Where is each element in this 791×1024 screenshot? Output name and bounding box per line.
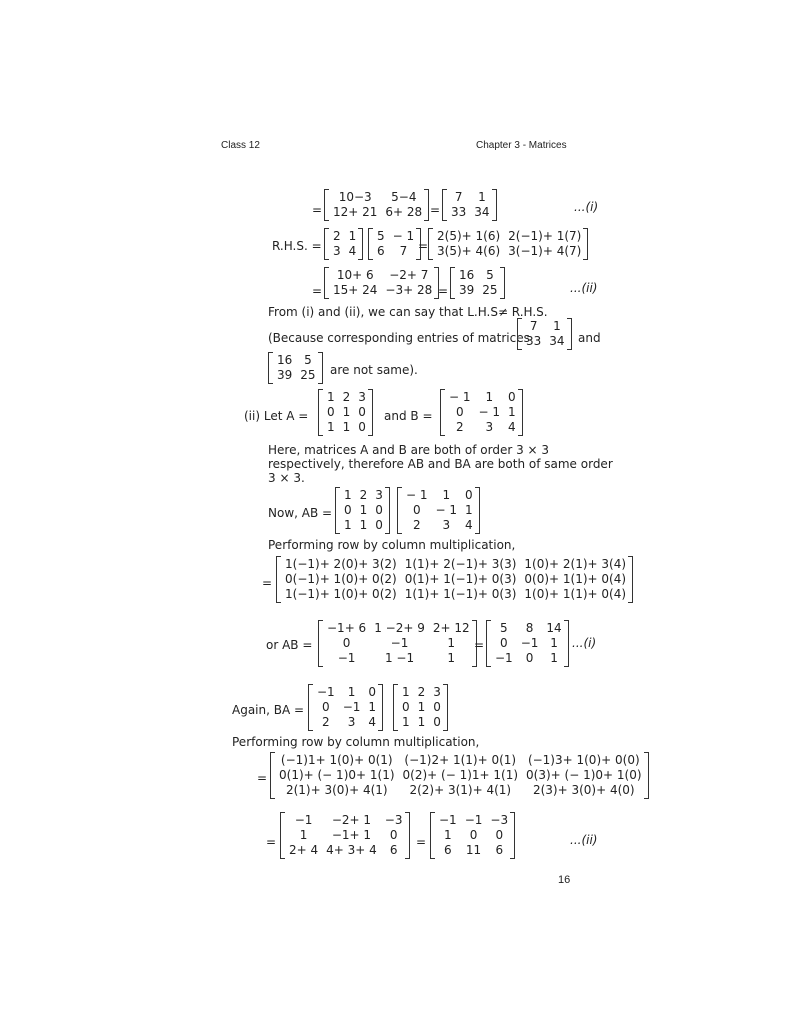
matrix-cell: 3(−1)+ 4(7) xyxy=(508,244,582,258)
matrix-cell: 0(2)+ (− 1)1+ 1(1) xyxy=(402,768,519,782)
or-ab-matrix-1 xyxy=(318,620,477,667)
eq1-matrix-2 xyxy=(442,189,497,221)
matrix-cell: −1 xyxy=(337,651,356,665)
matrix-cell: 2 xyxy=(342,390,351,404)
matrix-cell: 1 xyxy=(553,319,561,333)
matrix-cell: 1 xyxy=(344,518,352,532)
eq3-matrix-2 xyxy=(450,267,505,299)
eq2-equals: = xyxy=(418,239,429,253)
matrix-cell: 3 xyxy=(442,518,451,532)
matrix-cell: 1 xyxy=(327,420,335,434)
matrix-cell: 6 xyxy=(495,843,504,857)
matrix-cell: 6+ 28 xyxy=(385,205,423,219)
text-not-same: are not same). xyxy=(330,363,418,377)
matrix-cell: 39 xyxy=(459,283,475,297)
matrix-cell: 10−3 xyxy=(338,190,372,204)
matrix-cell: 1 xyxy=(348,229,357,243)
matrix-cell: 1 xyxy=(299,828,308,842)
eq1-ref: ...(i) xyxy=(574,200,599,214)
matrix-cell: 0 xyxy=(322,700,330,714)
matrix-cell: 7 xyxy=(529,319,538,333)
matrix-cell: 0 xyxy=(402,700,410,714)
or-ab-matrix-2 xyxy=(486,620,569,667)
matrix-cell: 11 xyxy=(465,843,482,857)
now-ab-matrix-a xyxy=(335,487,390,534)
matrix-cell: 3 xyxy=(375,488,383,502)
matrix-cell: 1 xyxy=(442,488,451,502)
or-ab-ref: ...(i) xyxy=(572,636,597,650)
matrix-cell: 5 xyxy=(304,353,312,367)
matrix-cell: 0 xyxy=(469,828,478,842)
matrix-cell: 4 xyxy=(348,244,357,258)
matrix-cell: 0 xyxy=(433,700,441,714)
matrix-cell: 5 xyxy=(500,621,508,635)
matrix-cell: 1(−1)+ 2(0)+ 3(2) xyxy=(285,557,397,571)
ba-expand-equals: = xyxy=(257,771,268,785)
matrix-cell: 0 xyxy=(375,518,383,532)
text-here-1: Here, matrices A and B are both of order 3 × 3 xyxy=(268,443,550,457)
matrix-cell: 1 xyxy=(342,420,351,434)
matrix-cell: 2 xyxy=(412,518,421,532)
matrix-cell: −1+ 1 xyxy=(331,828,372,842)
matrix-cell: 6 xyxy=(389,843,398,857)
matrix-cell: 2 xyxy=(455,420,464,434)
matrix-cell: 1 xyxy=(444,828,452,842)
matrix-cell: 4 xyxy=(368,715,377,729)
matrix-cell: 4 xyxy=(508,420,516,434)
page-number: 16 xyxy=(558,874,571,886)
matrix-cell: 2 xyxy=(359,488,368,502)
matrix-cell: 4 xyxy=(465,518,473,532)
now-ab-label: Now, AB = xyxy=(268,506,333,520)
matrix-cell: 3 xyxy=(347,715,356,729)
matrix-cell: 33 xyxy=(526,334,542,348)
matrix-cell: 1(1)+ 1(−1)+ 0(3) xyxy=(404,587,517,601)
matrix-cell: −1 xyxy=(439,813,457,827)
matrix-cell: 0 xyxy=(375,503,383,517)
matrix-cell: 1(1)+ 2(−1)+ 3(3) xyxy=(404,557,517,571)
again-ba-matrix-b xyxy=(308,684,383,731)
text-here-3: 3 × 3. xyxy=(268,471,305,485)
matrix-cell: 0 xyxy=(368,685,377,699)
text-because: (Because corresponding entries of matrices xyxy=(268,331,530,345)
matrix-cell: 34 xyxy=(549,334,565,348)
matrix-cell: 0 xyxy=(508,390,516,404)
ba-result-ref: ...(ii) xyxy=(570,833,598,847)
matrix-cell: 2(2)+ 3(1)+ 4(1) xyxy=(409,783,512,797)
matrix-cell: 1 xyxy=(550,636,558,650)
again-ba-matrix-a xyxy=(393,684,448,731)
matrix-cell: 0(3)+ (− 1)0+ 1(0) xyxy=(526,768,642,782)
matrix-cell: 0 xyxy=(358,420,366,434)
matrix-cell: 3 xyxy=(333,244,341,258)
matrix-cell: 4+ 3+ 4 xyxy=(326,843,377,857)
header-class: Class 12 xyxy=(221,140,260,151)
matrix-cell: (−1)1+ 1(0)+ 0(1) xyxy=(280,753,393,767)
matrix-cell: 1 xyxy=(359,518,368,532)
matrix-cell: 2 xyxy=(322,715,330,729)
matrix-cell: 1 xyxy=(417,700,426,714)
matrix-cell: −1 xyxy=(390,636,409,650)
eq3-equals: = xyxy=(312,284,323,298)
matrix-cell: 0 xyxy=(342,636,351,650)
matrix-cell: 39 xyxy=(277,368,293,382)
matrix-cell: 0(1)+ 1(−1)+ 0(3) xyxy=(404,572,517,586)
matrix-cell: 0 xyxy=(525,651,534,665)
matrix-cell: −1 xyxy=(464,813,483,827)
matrix-cell: 1 xyxy=(485,390,494,404)
or-ab-label: or AB = xyxy=(266,638,313,652)
or-ab-equals: = xyxy=(474,638,485,652)
text-performing-2: Performing row by column multiplication, xyxy=(232,735,480,749)
matrix-cell: 3 xyxy=(485,420,494,434)
eq3-ref: ...(ii) xyxy=(570,281,598,295)
matrix-cell: 0 xyxy=(327,405,335,419)
matrix-cell: −3+ 28 xyxy=(385,283,433,297)
text-and: and xyxy=(578,331,601,345)
now-ab-matrix-b xyxy=(397,487,480,534)
again-ba-label: Again, BA = xyxy=(232,703,305,717)
matrix-cell: −1 xyxy=(520,636,539,650)
eq3-matrix-1 xyxy=(324,267,439,299)
matrix-cell: 1 xyxy=(550,651,558,665)
matrix-cell: 1 xyxy=(508,405,516,419)
matrix-cell: 0 xyxy=(433,715,441,729)
matrix-cell: 2+ 12 xyxy=(432,621,470,635)
text-here-2: respectively, therefore AB and BA are both of same order xyxy=(268,457,613,471)
matrix-cell: 5 xyxy=(486,268,494,282)
matrix-cell: 1 xyxy=(465,503,473,517)
ba-expanded-matrix xyxy=(270,752,649,799)
rhs-matrix-3 xyxy=(428,228,588,260)
matrix-cell: −1+ 6 xyxy=(327,621,367,635)
matrix-cell: 1 xyxy=(402,715,410,729)
matrix-cell: 0 xyxy=(495,828,504,842)
matrix-cell: 1 xyxy=(447,636,456,650)
matrix-cell: − 1 xyxy=(392,229,415,243)
matrix-cell: 6 xyxy=(444,843,452,857)
rhs-label: R.H.S. = xyxy=(272,239,322,253)
matrix-cell: 33 xyxy=(451,205,467,219)
matrix-cell: 0 xyxy=(465,488,473,502)
matrix-cell: − 1 xyxy=(478,405,501,419)
matrix-cell: 0(1)+ (− 1)0+ 1(1) xyxy=(279,768,395,782)
matrix-cell: 1 xyxy=(359,503,368,517)
matrix-cell: 14 xyxy=(546,621,562,635)
text-performing-1: Performing row by column multiplication, xyxy=(268,538,516,552)
matrix-cell: 2(5)+ 1(6) xyxy=(437,229,501,243)
matrix-cell: −1 xyxy=(495,651,513,665)
matrix-cell: 1 xyxy=(347,685,356,699)
rhs-matrix-1 xyxy=(324,228,363,260)
matrix-cell: −1 xyxy=(342,700,361,714)
matrix-cell: 0(0)+ 1(1)+ 0(4) xyxy=(524,572,627,586)
matrix-cell: −1 xyxy=(317,685,335,699)
matrix-cell: 2 xyxy=(333,229,341,243)
eq1-equals-2: = xyxy=(430,203,441,217)
matrix-cell: −3 xyxy=(384,813,403,827)
matrix-cell: 6 xyxy=(377,244,385,258)
matrix-cell: 1 −1 xyxy=(384,651,415,665)
matrix-cell: 2+ 4 xyxy=(289,843,319,857)
matrix-a xyxy=(318,389,373,436)
matrix-cell: 1(−1)+ 1(0)+ 0(2) xyxy=(285,587,397,601)
matrix-cell: 1(0)+ 1(1)+ 0(4) xyxy=(524,587,627,601)
matrix-cell: 1 xyxy=(402,685,410,699)
eq1-equals: = xyxy=(312,203,323,217)
matrix-cell: 1 xyxy=(417,715,426,729)
matrix-cell: 2(1)+ 3(0)+ 4(1) xyxy=(285,783,388,797)
matrix-cell: 3 xyxy=(433,685,441,699)
matrix-cell: −2+ 7 xyxy=(389,268,429,282)
matrix-cell: −3 xyxy=(490,813,509,827)
matrix-cell: 2 xyxy=(417,685,426,699)
matrix-cell: 0 xyxy=(412,503,421,517)
matrix-cell: 1 xyxy=(478,190,486,204)
matrix-cell: 16 xyxy=(459,268,475,282)
matrix-cell: 5−4 xyxy=(391,190,417,204)
matrix-cell: 1 xyxy=(327,390,335,404)
matrix-cell: − 1 xyxy=(449,390,471,404)
matrix-cell: 1(0)+ 2(1)+ 3(4) xyxy=(524,557,627,571)
matrix-cell: 5 xyxy=(377,229,385,243)
header-chapter: Chapter 3 - Matrices xyxy=(476,140,567,151)
matrix-cell: 16 xyxy=(277,353,293,367)
eq1-matrix-1 xyxy=(324,189,429,221)
matrix-cell: 15+ 24 xyxy=(333,283,378,297)
matrix-cell: 1 xyxy=(447,651,456,665)
matrix-cell: 25 xyxy=(482,283,498,297)
matrix-cell: 7 xyxy=(399,244,408,258)
matrix-cell: 3(5)+ 4(6) xyxy=(437,244,501,258)
matrix-cell: 0 xyxy=(500,636,508,650)
matrix-cell: 3 xyxy=(358,390,366,404)
part2-label: (ii) Let A = xyxy=(244,409,309,423)
matrix-b xyxy=(440,389,523,436)
matrix-cell: 25 xyxy=(300,368,316,382)
matrix-cell: 2(−1)+ 1(7) xyxy=(508,229,582,243)
eq3-equals-2: = xyxy=(438,284,449,298)
matrix-cell: 1 xyxy=(342,405,351,419)
because-matrix xyxy=(517,318,572,350)
matrix-cell: (−1)2+ 1(1)+ 0(1) xyxy=(404,753,517,767)
rhs-matrix-2 xyxy=(368,228,421,260)
matrix-cell: 1 xyxy=(368,700,377,714)
matrix-cell: 7 xyxy=(454,190,463,204)
not-same-matrix xyxy=(268,352,323,384)
text-from: From (i) and (ii), we can say that L.H.S≠ R.H.S. xyxy=(268,305,548,319)
matrix-cell: 1 −2+ 9 xyxy=(374,621,425,635)
ba-result-equals-2: = xyxy=(416,835,427,849)
matrix-cell: −2+ 1 xyxy=(331,813,372,827)
matrix-cell: 0 xyxy=(358,405,366,419)
matrix-cell: 34 xyxy=(474,205,490,219)
ab-expanded-matrix xyxy=(276,556,633,603)
ba-result-matrix-1 xyxy=(280,812,410,859)
matrix-cell: 0 xyxy=(389,828,398,842)
ba-result-matrix-2 xyxy=(430,812,515,859)
matrix-cell: 1 xyxy=(344,488,352,502)
matrix-cell: 0(−1)+ 1(0)+ 0(2) xyxy=(285,572,397,586)
matrix-cell: 2(3)+ 3(0)+ 4(0) xyxy=(532,783,635,797)
matrix-cell: (−1)3+ 1(0)+ 0(0) xyxy=(527,753,640,767)
matrix-cell: −1 xyxy=(294,813,313,827)
matrix-cell: 10+ 6 xyxy=(336,268,374,282)
ab-expand-equals: = xyxy=(262,576,273,590)
ba-result-equals: = xyxy=(266,835,277,849)
matrix-cell: 0 xyxy=(344,503,352,517)
matrix-cell: − 1 xyxy=(406,488,428,502)
matrix-cell: 0 xyxy=(455,405,464,419)
matrix-cell: 12+ 21 xyxy=(333,205,378,219)
matrix-cell: 8 xyxy=(525,621,534,635)
matrix-cell: − 1 xyxy=(435,503,458,517)
and-b-label: and B = xyxy=(384,409,433,423)
